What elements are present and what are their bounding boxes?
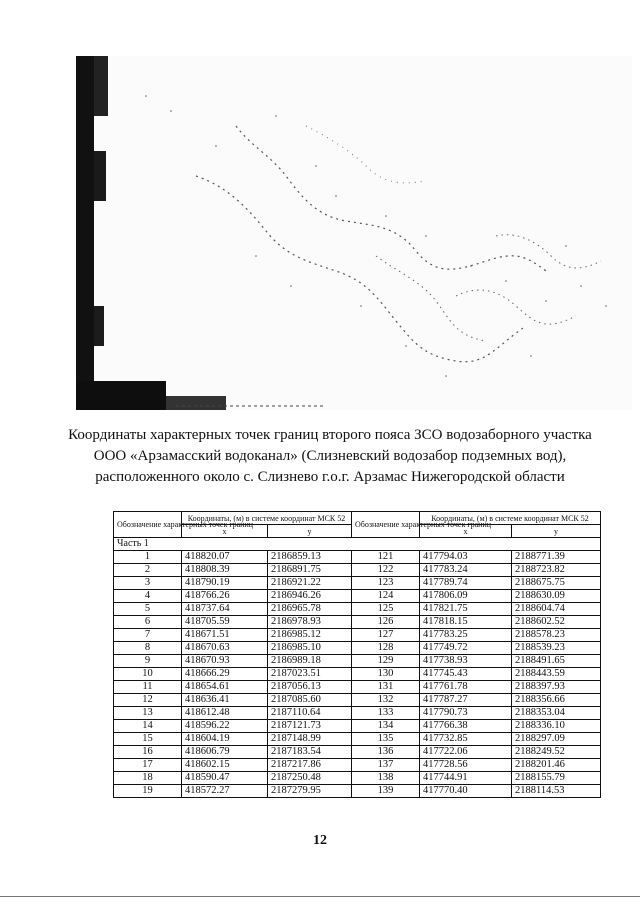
- x-coordinate: 417722.06: [420, 746, 512, 759]
- table-row: [114, 655, 601, 668]
- y-coordinate: 2187056.13: [268, 681, 352, 694]
- scan-edge-divider: [0, 896, 640, 897]
- table-row: [114, 603, 601, 616]
- point-number: 1: [114, 551, 182, 564]
- y-coordinate: 2186921.22: [268, 577, 352, 590]
- point-number: 12: [114, 694, 182, 707]
- table-row: [114, 551, 601, 564]
- point-number: 137: [352, 759, 420, 772]
- table-row: [114, 616, 601, 629]
- x-coordinate: 417783.25: [420, 629, 512, 642]
- point-number: 8: [114, 642, 182, 655]
- y-coordinate: 2188297.09: [512, 733, 601, 746]
- x-coordinate: 417821.75: [420, 603, 512, 616]
- y-coordinate: 2186946.26: [268, 590, 352, 603]
- y-coordinate: 2187023.51: [268, 668, 352, 681]
- point-number: 14: [114, 720, 182, 733]
- y-coordinate: 2187250.48: [268, 772, 352, 785]
- x-coordinate: 418737.64: [182, 603, 268, 616]
- document-title: Координаты характерных точек границ второго пояса ЗСО водозаборного участка ООО «Арзамасский водоканал» (Слизневский водозабор подземных вод), расположенного около с. Слизнево г.о.г. Арзамас Нижегородской области: [68, 427, 592, 485]
- coordinates-table: [113, 511, 601, 798]
- x-coordinate: 417744.91: [420, 772, 512, 785]
- table-row: [114, 759, 601, 772]
- point-number: 10: [114, 668, 182, 681]
- point-number: 131: [352, 681, 420, 694]
- y-coordinate: 2188249.52: [512, 746, 601, 759]
- y-coordinate: 2187217.86: [268, 759, 352, 772]
- table-row: [114, 629, 601, 642]
- y-coordinate: 2187148.99: [268, 733, 352, 746]
- y-coordinate: 2186985.12: [268, 629, 352, 642]
- point-number: 6: [114, 616, 182, 629]
- col-coords-header-right: Координаты, (м) в системе координат МСК 52: [420, 512, 601, 525]
- point-number: 17: [114, 759, 182, 772]
- table-row: [114, 681, 601, 694]
- point-number: 7: [114, 629, 182, 642]
- y-coordinate: 2186989.18: [268, 655, 352, 668]
- point-number: 139: [352, 785, 420, 798]
- y-coordinate: 2187121.73: [268, 720, 352, 733]
- point-number: 125: [352, 603, 420, 616]
- x-coordinate: 417790.73: [420, 707, 512, 720]
- x-coordinate: 418636.41: [182, 694, 268, 707]
- point-number: 18: [114, 772, 182, 785]
- boundary-map: [76, 56, 632, 410]
- x-coordinate: 418590.47: [182, 772, 268, 785]
- x-coordinate: 418606.79: [182, 746, 268, 759]
- point-number: 136: [352, 746, 420, 759]
- col-point-header: Обозначение характерных точек границ: [114, 512, 182, 538]
- point-number: 128: [352, 642, 420, 655]
- point-number: 130: [352, 668, 420, 681]
- y-coordinate: 2187183.54: [268, 746, 352, 759]
- y-coordinate: 2186891.75: [268, 564, 352, 577]
- point-number: 3: [114, 577, 182, 590]
- y-coordinate: 2188602.52: [512, 616, 601, 629]
- x-coordinate: 418602.15: [182, 759, 268, 772]
- x-coordinate: 417732.85: [420, 733, 512, 746]
- x-coordinate: 418670.93: [182, 655, 268, 668]
- col-point-header-right: Обозначение характерных точек границ: [352, 512, 420, 538]
- point-number: 5: [114, 603, 182, 616]
- x-coordinate: 417745.43: [420, 668, 512, 681]
- col-x-header-left: x: [182, 525, 268, 538]
- y-coordinate: 2188336.10: [512, 720, 601, 733]
- y-coordinate: 2187110.64: [268, 707, 352, 720]
- col-x-header-right: x: [420, 525, 512, 538]
- x-coordinate: 418671.51: [182, 629, 268, 642]
- table-row: [114, 785, 601, 798]
- y-coordinate: 2188443.59: [512, 668, 601, 681]
- y-coordinate: 2188353.04: [512, 707, 601, 720]
- x-coordinate: 418654.61: [182, 681, 268, 694]
- y-coordinate: 2188675.75: [512, 577, 601, 590]
- y-coordinate: 2188356.66: [512, 694, 601, 707]
- x-coordinate: 417770.40: [420, 785, 512, 798]
- table-row: [114, 668, 601, 681]
- point-number: 126: [352, 616, 420, 629]
- table-row: [114, 694, 601, 707]
- x-coordinate: 418705.59: [182, 616, 268, 629]
- col-y-header-left: y: [268, 525, 352, 538]
- x-coordinate: 417806.09: [420, 590, 512, 603]
- x-coordinate: 418666.29: [182, 668, 268, 681]
- table-row: [114, 746, 601, 759]
- y-coordinate: 2186965.78: [268, 603, 352, 616]
- y-coordinate: 2186859.13: [268, 551, 352, 564]
- part-label: Часть 1: [114, 538, 601, 551]
- x-coordinate: 417738.93: [420, 655, 512, 668]
- point-number: 9: [114, 655, 182, 668]
- y-coordinate: 2188771.39: [512, 551, 601, 564]
- point-number: 129: [352, 655, 420, 668]
- page-number: 12: [313, 833, 327, 848]
- x-coordinate: 418766.26: [182, 590, 268, 603]
- point-number: 19: [114, 785, 182, 798]
- y-coordinate: 2188397.93: [512, 681, 601, 694]
- table-row: [114, 772, 601, 785]
- y-coordinate: 2188604.74: [512, 603, 601, 616]
- y-coordinate: 2188630.09: [512, 590, 601, 603]
- table-row: [114, 733, 601, 746]
- x-coordinate: 418596.22: [182, 720, 268, 733]
- point-number: 123: [352, 577, 420, 590]
- point-number: 16: [114, 746, 182, 759]
- y-coordinate: 2188723.82: [512, 564, 601, 577]
- col-coords-header-left: Координаты, (м) в системе координат МСК 52: [182, 512, 352, 525]
- y-coordinate: 2188155.79: [512, 772, 601, 785]
- y-coordinate: 2188201.46: [512, 759, 601, 772]
- table-row: [114, 720, 601, 733]
- point-number: 15: [114, 733, 182, 746]
- x-coordinate: 417783.24: [420, 564, 512, 577]
- point-number: 138: [352, 772, 420, 785]
- table-row: [114, 590, 601, 603]
- col-y-header-right: y: [512, 525, 601, 538]
- boundary-map-drawing: [76, 56, 632, 410]
- x-coordinate: 417749.72: [420, 642, 512, 655]
- x-coordinate: 417761.78: [420, 681, 512, 694]
- x-coordinate: 418604.19: [182, 733, 268, 746]
- y-coordinate: 2188114.53: [512, 785, 601, 798]
- y-coordinate: 2186978.93: [268, 616, 352, 629]
- point-number: 133: [352, 707, 420, 720]
- point-number: 132: [352, 694, 420, 707]
- y-coordinate: 2186985.10: [268, 642, 352, 655]
- point-number: 135: [352, 733, 420, 746]
- x-coordinate: 417794.03: [420, 551, 512, 564]
- x-coordinate: 418670.63: [182, 642, 268, 655]
- x-coordinate: 417818.15: [420, 616, 512, 629]
- point-number: 127: [352, 629, 420, 642]
- x-coordinate: 417728.56: [420, 759, 512, 772]
- y-coordinate: 2188491.65: [512, 655, 601, 668]
- point-number: 11: [114, 681, 182, 694]
- point-number: 4: [114, 590, 182, 603]
- point-number: 124: [352, 590, 420, 603]
- table-row: [114, 564, 601, 577]
- point-number: 2: [114, 564, 182, 577]
- x-coordinate: 418808.39: [182, 564, 268, 577]
- point-number: 13: [114, 707, 182, 720]
- y-coordinate: 2188539.23: [512, 642, 601, 655]
- x-coordinate: 418612.48: [182, 707, 268, 720]
- x-coordinate: 417766.38: [420, 720, 512, 733]
- point-number: 134: [352, 720, 420, 733]
- y-coordinate: 2187085.60: [268, 694, 352, 707]
- y-coordinate: 2188578.23: [512, 629, 601, 642]
- table-row: [114, 642, 601, 655]
- x-coordinate: 418572.27: [182, 785, 268, 798]
- x-coordinate: 417787.27: [420, 694, 512, 707]
- x-coordinate: 417789.74: [420, 577, 512, 590]
- table-row: [114, 577, 601, 590]
- x-coordinate: 418820.07: [182, 551, 268, 564]
- point-number: 122: [352, 564, 420, 577]
- x-coordinate: 418790.19: [182, 577, 268, 590]
- point-number: 121: [352, 551, 420, 564]
- y-coordinate: 2187279.95: [268, 785, 352, 798]
- table-row: [114, 707, 601, 720]
